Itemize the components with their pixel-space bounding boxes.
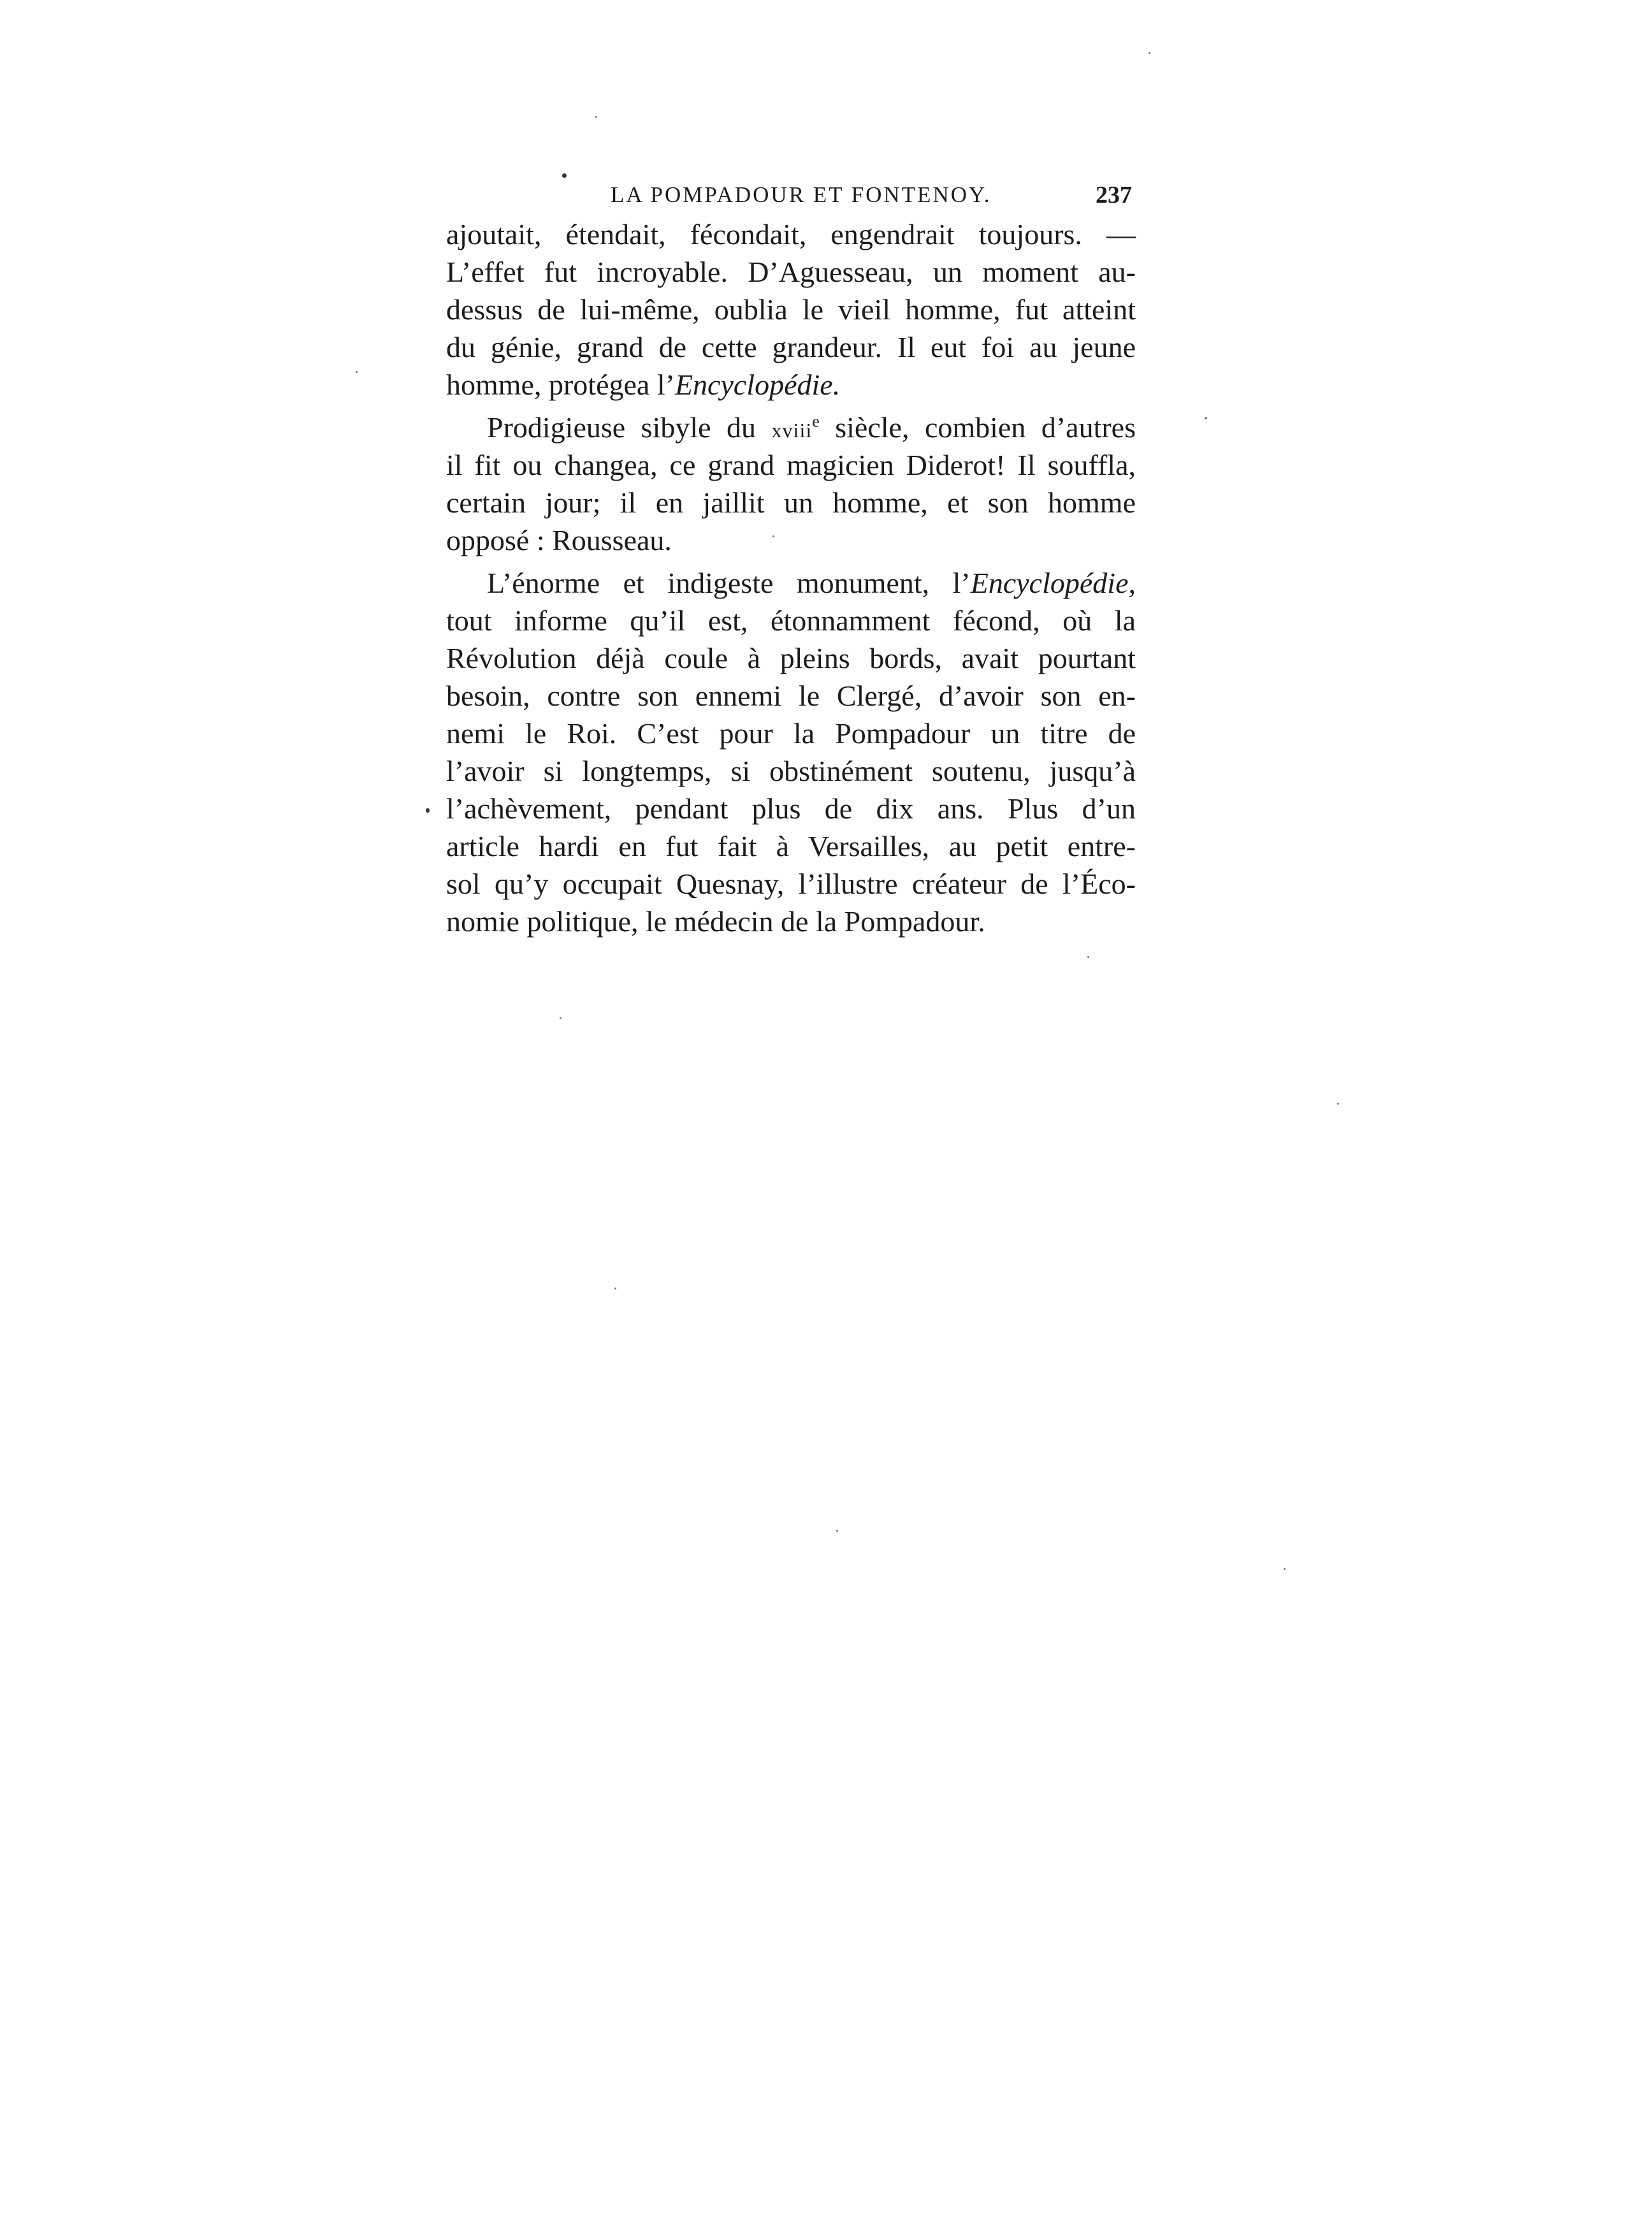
- text-line: ajoutait, étendait, fécondait, engendrait toujours. —: [446, 218, 1136, 250]
- text-line: nemi le Roi. C’est pour la Pompadour un titre de: [446, 717, 1136, 750]
- scan-speck: [772, 535, 774, 537]
- text-line: l’achèvement, pendant plus de dix ans. Plus d’un: [446, 792, 1136, 825]
- text-line: opposé : Rousseau.: [446, 524, 672, 556]
- text-line: L’énorme et indigeste monument, l’Encyclopédie,: [487, 567, 1136, 599]
- text-line: dessus de lui-même, oublia le vieil homme, fut atteint: [446, 293, 1136, 326]
- text-line: tout informe qu’il est, étonnamment fécond, où la: [446, 604, 1136, 637]
- scan-speck: [560, 1017, 562, 1019]
- text-line: article hardi en fut fait à Versailles, au petit entre-: [446, 830, 1136, 862]
- scan-speck: [595, 116, 597, 118]
- body-text: [446, 215, 1136, 940]
- scan-speck: [1284, 1568, 1286, 1570]
- scan-speck: [426, 808, 430, 813]
- page-number: 237: [1096, 182, 1132, 208]
- text-line: Prodigieuse sibyle du xviii$^e$ siècle, combien d’autres: [487, 411, 1136, 444]
- italic-title: Encyclopédie: [970, 567, 1129, 599]
- scan-speck: [836, 1530, 838, 1532]
- scan-speck: [1205, 417, 1207, 419]
- scan-speck: [1337, 1103, 1339, 1105]
- page-header: [446, 176, 1154, 214]
- italic-title: Encyclopédie: [674, 368, 833, 401]
- text-line: besoin, contre son ennemi le Clergé, d’avoir son en-: [446, 679, 1136, 712]
- text-line: certain jour; il en jaillit un homme, et son homme: [446, 486, 1136, 519]
- text-line: sol qu’y occupait Quesnay, l’illustre créateur de l’Éco-: [446, 868, 1136, 900]
- century-numeral: xviii: [771, 419, 813, 442]
- text-line: du génie, grand de cette grandeur. Il eut foi au jeune: [446, 331, 1136, 363]
- text-line: Révolution déjà coule à pleins bords, avait pourtant: [446, 642, 1136, 674]
- scan-speck: [1148, 52, 1150, 54]
- text-line: il fit ou changea, ce grand magicien Diderot! Il souffla,: [446, 449, 1136, 481]
- text-line: nomie politique, le médecin de la Pompadour.: [446, 905, 985, 938]
- running-title: LA POMPADOUR ET FONTENOY.: [611, 182, 992, 207]
- scan-speck: [614, 1288, 616, 1289]
- text-line: L’effet fut incroyable. D’Aguesseau, un moment au-: [446, 256, 1136, 288]
- text-line: l’avoir si longtemps, si obstinément soutenu, jusqu’à: [446, 755, 1136, 787]
- scan-speck: [1087, 956, 1089, 958]
- scan-speck: [562, 173, 567, 178]
- scan-speck: [356, 371, 358, 373]
- text-line: homme, protégea l’Encyclopédie.: [446, 368, 841, 401]
